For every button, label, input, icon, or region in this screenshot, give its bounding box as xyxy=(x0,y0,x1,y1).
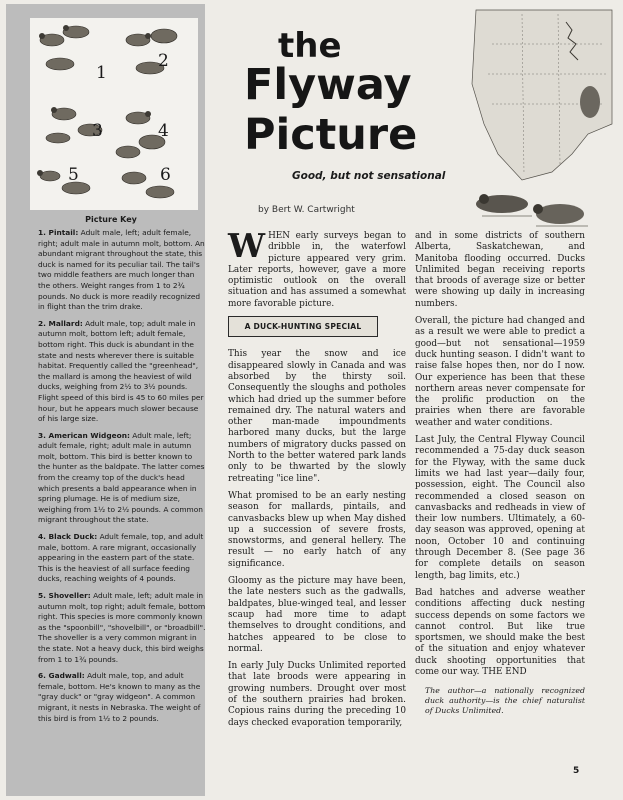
author-note: The author—a nationally recognized duck authority—is the chief naturalist of Ducks Unlimited. xyxy=(425,686,585,716)
article-paragraph-4: Gloomy as the picture may have been, the late nesters such as the gadwalls, baldpates, blue-winged teal, and lesser scaup had more time to adapt themselves to drought conditions, and hatches appeared to be close to normal. xyxy=(228,576,406,654)
key-entry-pintail: 1. Pintail: Adult male, left; adult female, right; adult male in autumn molt, bottom. An abundant migrant throughout the state, this duck is named for its peculiar tail. The tail's two middle feathers are much longer than the others. Weight ranges from 1 to 2¾ pounds. No duck is more readily recognized in flight than the trim drake. xyxy=(38,228,205,312)
key-entry-shoveller: 5. Shoveller: Adult male, left; adult male in autumn molt, top right; adult female, bottom right. This species is more commonly known as the "spoonbill", "shovelbill", or "broadbill". The shoveller is a very common migrant in the state. Not a heavy duck, this bird weighs from 1 to 1¾ pounds. xyxy=(38,591,206,664)
duck-illustration xyxy=(30,18,198,210)
picture-key-list xyxy=(38,228,206,730)
article-paragraph-9: Bad hatches and adverse weather conditions affecting duck nesting success depends on some factors we cannot control. But like true sportsmen, we should make the best of the situation and enjoy whatever duck shooting opportunities that come our way. THE END xyxy=(415,587,585,677)
article-title xyxy=(244,60,474,160)
article-subtitle: Good, but not sensational xyxy=(292,170,446,182)
key-entry-black-duck: 4. Black Duck: Adult female, top, and adult male, bottom. A rare migrant, occasionally appearing in the eastern part of the state. This is the heaviest of all surface feeding ducks, reaching weights of 4 pounds. xyxy=(38,532,204,584)
article-title-line-2: Picture xyxy=(244,110,418,160)
duck-hunting-special-label: A DUCK-HUNTING SPECIAL xyxy=(228,316,378,337)
article-paragraph-3: What promised to be an early nesting season for mallards, pintails, and canvasbacks blew up when May dished up a succession of severe frosts, snowstorms, and general hellery. The result — no early hatch of any significance. xyxy=(228,490,406,569)
article-paragraph-1: WHEN early surveys began to dribble in, the waterfowl picture appeared very grim. Later reports, however, gave a more optimistic outlook on the overall situation and has assumed a somewhat more favorable picture. xyxy=(228,226,406,309)
article-title-line-1: Flyway xyxy=(244,60,412,110)
article-title-small: the xyxy=(278,26,342,66)
figure-number-6: 6 xyxy=(160,165,171,185)
article-paragraph-7: Overall, the picture had changed and as a result we were able to predict a good—but not sensational—1959 duck hunting season. I didn't want to raise false hopes then, nor do I now. Our experience has been that these northern areas never compensate for the prolific production on the prairies when there are favorable weather and water conditions. xyxy=(415,316,585,428)
article-paragraph-2: This year the snow and ice disappeared slowly in Canada and was absorbed by the thirsty soil. Consequently the sloughs and potholes which had dried up the summer before remained dry. The natural waters and other man-made impoundments harbored many ducks, but the large numbers of migratory ducks passed on North to the better watered park lands only to be thwarted by the slowly retreating "ice line". xyxy=(228,349,406,484)
picture-key-sidebar xyxy=(6,4,205,796)
article-paragraph-8: Last July, the Central Flyway Council recommended a 75-day duck season for the Flyway, with the same duck limits we had last year—daily four, possession, eight. The Council also recommended a closed season on canvasbacks and redheads in view of their low numbers. Ultimately, a 60-day season was approved, opening at noon, October 10 and continuing through December 8. (See page 36 for complete details on season length, bag limits, etc.) xyxy=(415,435,585,581)
figure-number-4: 4 xyxy=(158,121,169,141)
figure-number-1: 1 xyxy=(96,63,107,83)
figure-number-3: 3 xyxy=(92,121,103,141)
figure-number-5: 5 xyxy=(68,165,79,185)
article-paragraph-5: In early July Ducks Unlimited reported that late broods were appearing in growing numbers. Drought over most of the southern prairies had broken. Copious rains during the preceding 10 days checked evaporation temporarily, xyxy=(228,661,406,728)
figure-number-2: 2 xyxy=(158,51,169,71)
article-paragraph-6: and in some districts of southern Alberta, Saskatchewan, and Manitoba flooding occurred. Ducks Unlimited began receiving reports that broods of average size or better were showing up daily in increasing numbers. xyxy=(415,231,585,309)
article-column-2 xyxy=(415,231,585,722)
key-entry-mallard: 2. Mallard: Adult male, top; adult male in autumn molt, bottom left; adult female, bottom right. This duck is abundant in the state and nests wherever there is suitable habitat. Frequently called the "greenhead", the mallard is among the heaviest of wild ducks, weighing from 2½ to 3½ pounds. Flight speed of this bird is 45 to 60 miles per hour, but he appears much slower because of his large size. xyxy=(38,318,204,424)
drop-cap: W xyxy=(228,226,266,265)
page-number: 5 xyxy=(573,766,580,776)
article-column-1 xyxy=(228,226,406,735)
key-entry-widgeon: 3. American Widgeon: Adult male, left; adult female, right; adult male in autumn molt, bottom. This bird is better known to the hunter as the baldpate. The latter comes from the creamy top of the duck's head which presents a bald appearance when in spring plumage. He is of medium size, weighing from 1½ to 2½ pounds. A common migrant throughout the state. xyxy=(38,430,205,525)
picture-key-title: Picture Key xyxy=(85,215,137,224)
flyway-map-illustration xyxy=(462,4,618,244)
key-entry-gadwall: 6. Gadwall: Adult male, top, and adult female, bottom. He's known to many as the "gray duck" or "gray widgeon". A common migrant, it nests in Nebraska. The weight of this bird is from 1½ to 2 pounds. xyxy=(38,671,201,723)
article-byline: by Bert W. Cartwright xyxy=(258,205,355,215)
